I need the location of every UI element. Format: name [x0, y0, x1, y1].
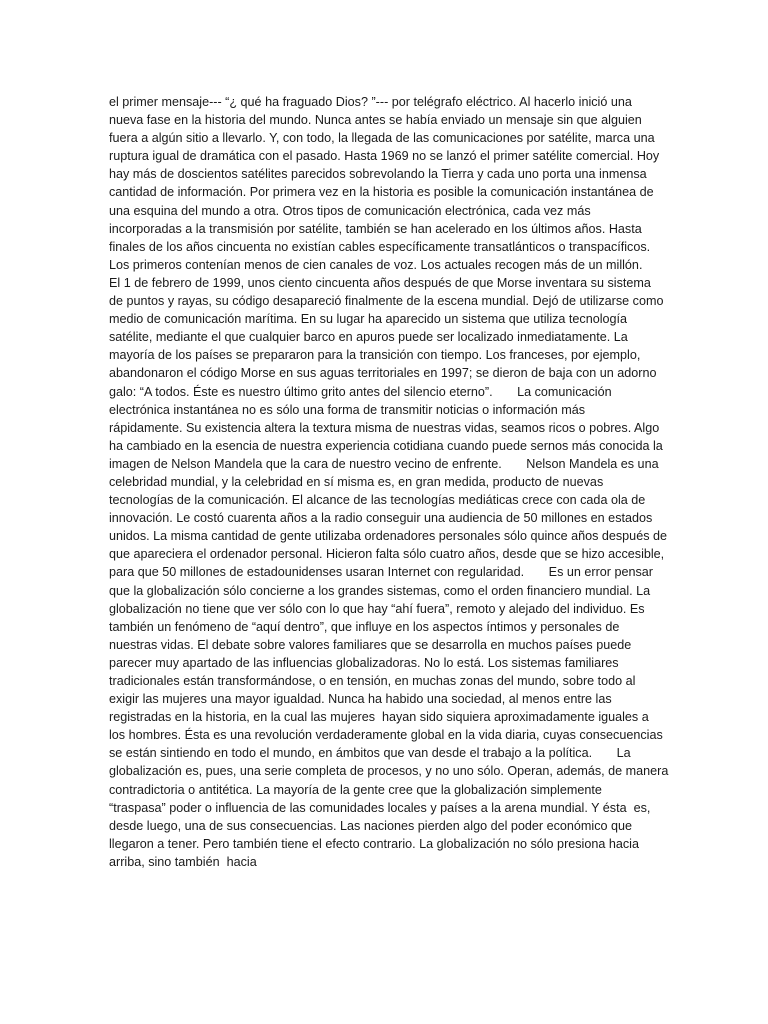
- text-line: hay más de doscientos satélites parecidos sobrevolando la Tierra y cada uno porta una inmensa: [109, 167, 647, 182]
- text-line: imagen de Nelson Mandela que la cara de nuestro vecino de enfrente. Nelson Mandela es una: [109, 456, 659, 471]
- body-text: [109, 93, 669, 871]
- text-line: celebridad mundial, y la celebridad en sí misma es, en gran medida, producto de nuevas: [109, 474, 604, 489]
- text-line: innovación. Le costó cuarenta años a la radio conseguir una audiencia de 50 millones en estados: [109, 511, 653, 526]
- text-line: también un fenómeno de “aquí dentro”, que influye en los aspectos íntimos y personales de: [109, 619, 620, 634]
- text-line: tecnologías de la comunicación. El alcance de las tecnologías mediáticas crece con cada ola de: [109, 493, 646, 508]
- text-line: de puntos y rayas, su código desapareció finalmente de la escena mundial. Dejó de utilizarse como: [109, 294, 664, 309]
- text-line: se están sintiendo en todo el mundo, en ámbitos que van desde el trabajo a la política. La: [109, 746, 631, 761]
- text-line: que la globalización sólo concierne a los grandes sistemas, como el orden financiero mundial. La: [109, 583, 651, 598]
- text-line: abandonaron el código Morse en sus aguas territoriales en 1997; se dieron de baja con un adorno: [109, 366, 657, 381]
- text-line: unidos. La misma cantidad de gente utilizaba ordenadores personales sólo quince años después de: [109, 529, 667, 544]
- text-line: galo: “A todos. Éste es nuestro último grito antes del silencio eterno”. La comunicación: [109, 384, 612, 399]
- text-line: los hombres. Ésta es una revolución verdaderamente global en la vida diaria, cuyas consecuencias: [109, 728, 663, 743]
- text-line: parecer muy apartado de las influencias globalizadoras. No lo está. Los sistemas familiares: [109, 655, 619, 670]
- text-line: El 1 de febrero de 1999, unos ciento cincuenta años después de que Morse inventara su sistema: [109, 275, 651, 290]
- text-line: desde luego, una de sus consecuencias. Las naciones pierden algo del poder económico que: [109, 818, 633, 833]
- text-line: globalización no tiene que ver sólo con lo que hay “ahí fuera”, remoto y alejado del individuo. Es: [109, 601, 645, 616]
- text-line: Los primeros contenían menos de cien canales de voz. Los actuales recogen más de un millón.: [109, 257, 643, 272]
- text-line: “traspasa” poder o influencia de las comunidades locales y países a la arena mundial. Y ésta es,: [109, 800, 651, 815]
- text-line: registradas en la historia, en la cual las mujeres hayan sido siquiera aproximadamente iguales a: [109, 710, 649, 725]
- text-line: rápidamente. Su existencia altera la textura misma de nuestras vidas, seamos ricos o pobres. Algo: [109, 420, 660, 435]
- text-line: mayoría de los países se prepararon para la transición con tiempo. Los franceses, por ejemplo,: [109, 348, 641, 363]
- text-line: electrónica instantánea no es sólo una forma de transmitir noticias o información más: [109, 402, 586, 417]
- text-line: satélite, mediante el que cualquier barco en apuros puede ser localizado inmediatamente. La: [109, 330, 628, 345]
- text-line: llegaron a tener. Pero también tiene el efecto contrario. La globalización no sólo presiona hacia: [109, 836, 639, 851]
- text-line: fuera a algún sitio a llevarlo. Y, con todo, la llegada de las comunicaciones por satélite, marca una: [109, 131, 655, 146]
- text-line: finales de los años cincuenta no existían cables específicamente transatlánticos o transpacíficos.: [109, 239, 651, 254]
- text-line: nueva fase en la historia del mundo. Nunca antes se había enviado un mensaje sin que alguien: [109, 113, 642, 128]
- text-line: que apareciera el ordenador personal. Hicieron falta sólo cuatro años, desde que se hizo accesible,: [109, 547, 665, 562]
- text-line: ha cambiado en la esencia de nuestra experiencia cotidiana cuando puede sernos más conocida la: [109, 438, 663, 453]
- text-line: arriba, sino también hacia: [109, 854, 257, 869]
- text-line: cantidad de información. Por primera vez en la historia es posible la comunicación instantánea de: [109, 185, 654, 200]
- text-line: una esquina del mundo a otra. Otros tipos de comunicación electrónica, cada vez más: [109, 203, 591, 218]
- text-line: tradicionales están transformándose, o en tensión, en muchas zonas del mundo, sobre todo al: [109, 674, 636, 688]
- text-line: ruptura igual de dramática con el pasado. Hasta 1969 no se lanzó el primer satélite comercial. Hoy: [109, 149, 660, 164]
- text-line: globalización es, pues, una serie completa de procesos, y no uno sólo. Operan, además, de manera: [109, 764, 669, 779]
- text-line: exigir las mujeres una mayor igualdad. Nunca ha habido una sociedad, al menos entre las: [109, 692, 612, 707]
- text-line: incorporadas a la transmisión por satélite, también se han acelerado en los últimos años. Hasta: [109, 221, 642, 236]
- text-line: contradictoria o antitética. La mayoría de la gente cree que la globalización simplemente: [109, 782, 602, 797]
- text-line: para que 50 millones de estadounidenses usaran Internet con regularidad. Es un error pensar: [109, 565, 653, 580]
- text-line: nuestras vidas. El debate sobre valores familiares que se desarrolla en muchos países puede: [109, 637, 632, 652]
- text-line: medio de comunicación marítima. En su lugar ha aparecido un sistema que utiliza tecnología: [109, 312, 628, 327]
- text-line: el primer mensaje--- “¿ qué ha fraguado Dios? ”--- por telégrafo eléctrico. Al hacerlo inició una: [109, 95, 632, 109]
